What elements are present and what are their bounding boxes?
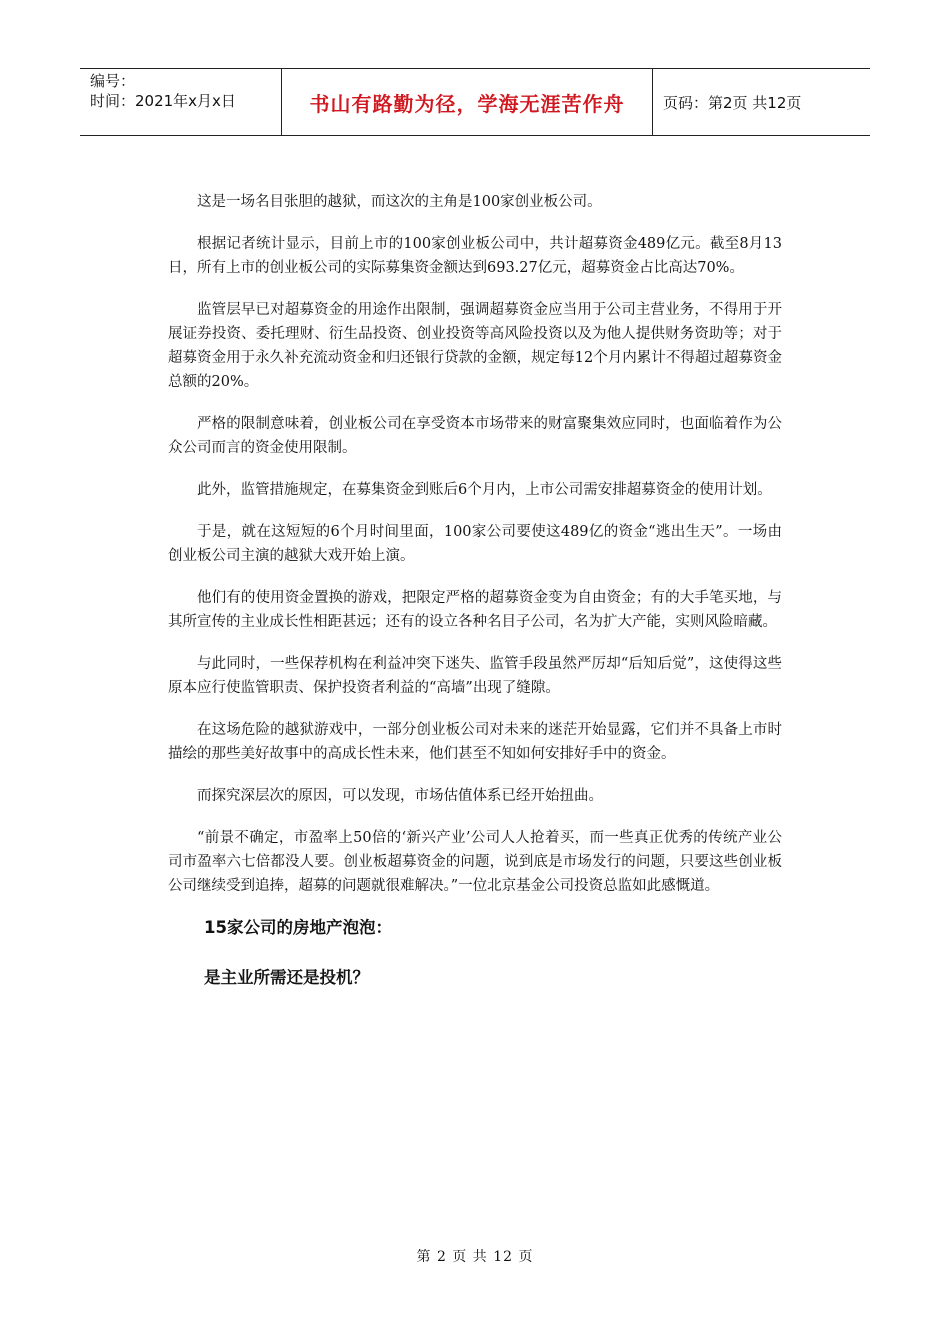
section-heading: 15家公司的房地产泡泡： [204,918,392,937]
paragraph: 严格的限制意味着，创业板公司在享受资本市场带来的财富聚集效应同时，也面临着作为公众公司而言的资金使用限制。 [168,416,782,456]
paragraph: 他们有的使用资金置换的游戏，把限定严格的超募资金变为自由资金；有的大手笔买地，与其所宣传的主业成长性相距甚远；还有的设立各种名目子公司，名为扩大产能，实则风险暗藏。 [168,590,782,630]
header-meta [80,69,282,135]
document-number-label: 编号： [90,72,136,90]
header-motto: 书山有路勤为径，学海无涯苦作舟 [282,69,653,135]
document-time-label: 时间：2021年x月x日 [90,92,236,110]
section-subheading: 是主业所需还是投机？ [204,968,369,987]
paragraph: 此外，监管措施规定，在募集资金到账后6个月内，上市公司需安排超募资金的使用计划。 [197,482,772,498]
paragraph: 根据记者统计显示，目前上市的100家创业板公司中，共计超募资金489亿元。截至8月13日，所有上市的创业板公司的实际募集资金额达到693.27亿元，超募资金占比高达70%。 [168,236,782,276]
paragraph: 监管层早已对超募资金的用途作出限制，强调超募资金应当用于公司主营业务，不得用于开展证券投资、委托理财、衍生品投资、创业投资等高风险投资以及为他人提供财务资助等；对于超募资金用于永久补充流动资金和归还银行贷款的金额，规定每12个月内累计不得超过超募资金总额的20%。 [168,302,782,390]
paragraph: 与此同时，一些保荐机构在利益冲突下迷失、监管手段虽然严厉却“后知后觉”，这使得这些原本应行使监管职责、保护投资者利益的“高墙”出现了缝隙。 [168,656,782,696]
paragraph: 于是，就在这短短的6个月时间里面，100家公司要使这489亿的资金“逃出生天”。一场由创业板公司主演的越狱大戏开始上演。 [168,524,782,564]
paragraph: 在这场危险的越狱游戏中，一部分创业板公司对未来的迷茫开始显露，它们并不具备上市时描绘的那些美好故事中的高成长性未来，他们甚至不知如何安排好手中的资金。 [168,722,782,762]
paragraph: 而探究深层次的原因，可以发现，市场估值体系已经开始扭曲。 [197,788,603,804]
article-body [168,190,782,990]
page-header [80,68,870,136]
page-footer: 第 2 页 共 12 页 [416,1249,534,1265]
paragraph: “前景不确定，市盈率上50倍的‘新兴产业’公司人人抢着买，而一些真正优秀的传统产业公司市盈率六七倍都没人要。创业板超募资金的问题，说到底是市场发行的问题，只要这些创业板公司继续受到追捧，超募的问题就很难解决。”一位北京基金公司投资总监如此感慨道。 [168,830,782,894]
header-page-info: 页码：第2页 共12页 [663,93,802,112]
paragraph: 这是一场名目张胆的越狱，而这次的主角是100家创业板公司。 [197,194,602,210]
